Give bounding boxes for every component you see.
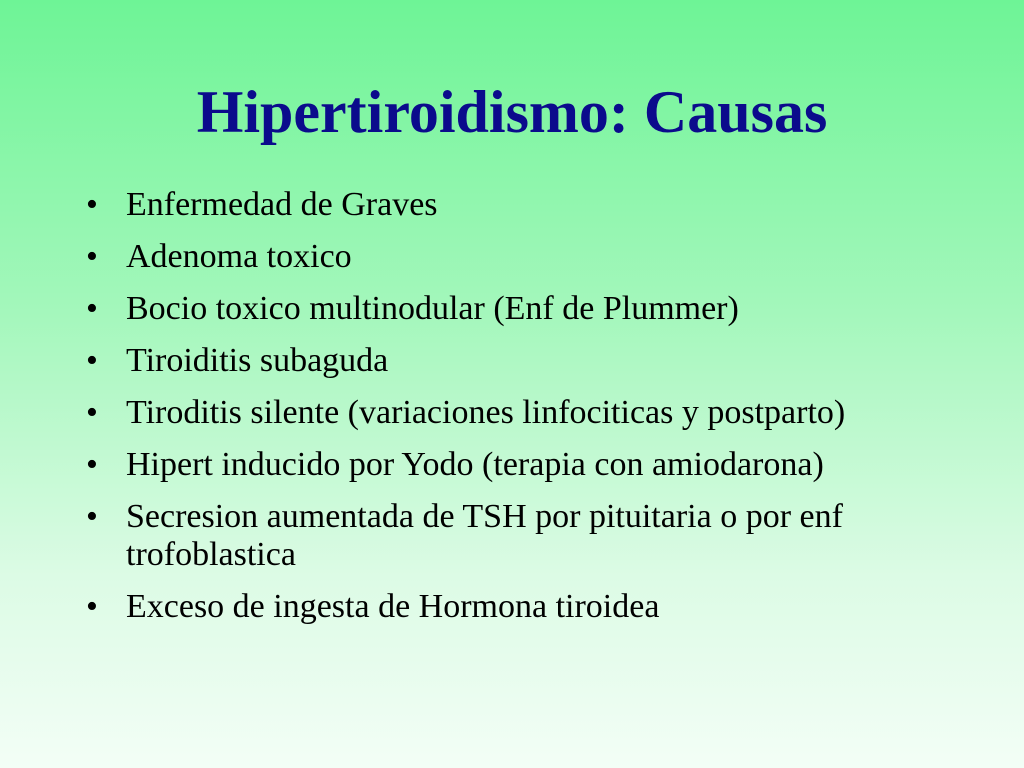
list-item (86, 290, 946, 328)
list-item (86, 446, 946, 484)
list-item-text: Hipert inducido por Yodo (terapia con amiodarona) (126, 446, 824, 483)
list-item (86, 588, 946, 626)
list-item-text: Bocio toxico multinodular (Enf de Plummer) (126, 290, 739, 327)
bullet-icon: • (86, 588, 98, 625)
bullet-icon: • (86, 186, 98, 223)
list-item (86, 238, 946, 276)
list-item (86, 186, 946, 224)
slide-title: Hipertiroidismo: Causas (196, 79, 828, 145)
list-item-text: Exceso de ingesta de Hormona tiroidea (126, 588, 660, 625)
list-item-text: Enfermedad de Graves (126, 186, 438, 223)
list-item (86, 498, 946, 574)
list-item-text: Secresion aumentada de TSH por pituitaria o por enf trofoblastica (126, 498, 843, 573)
bullet-icon: • (86, 498, 98, 535)
bullet-list (86, 186, 946, 640)
bullet-icon: • (86, 446, 98, 483)
list-item-text: Adenoma toxico (126, 238, 352, 275)
list-item (86, 342, 946, 380)
list-item-text: Tiroiditis subaguda (126, 342, 389, 379)
list-item (86, 394, 946, 432)
bullet-icon: • (86, 290, 98, 327)
bullet-icon: • (86, 342, 98, 379)
list-item-text: Tiroditis silente (variaciones linfociticas y postparto) (126, 394, 846, 431)
bullet-icon: • (86, 238, 98, 275)
bullet-icon: • (86, 394, 98, 431)
